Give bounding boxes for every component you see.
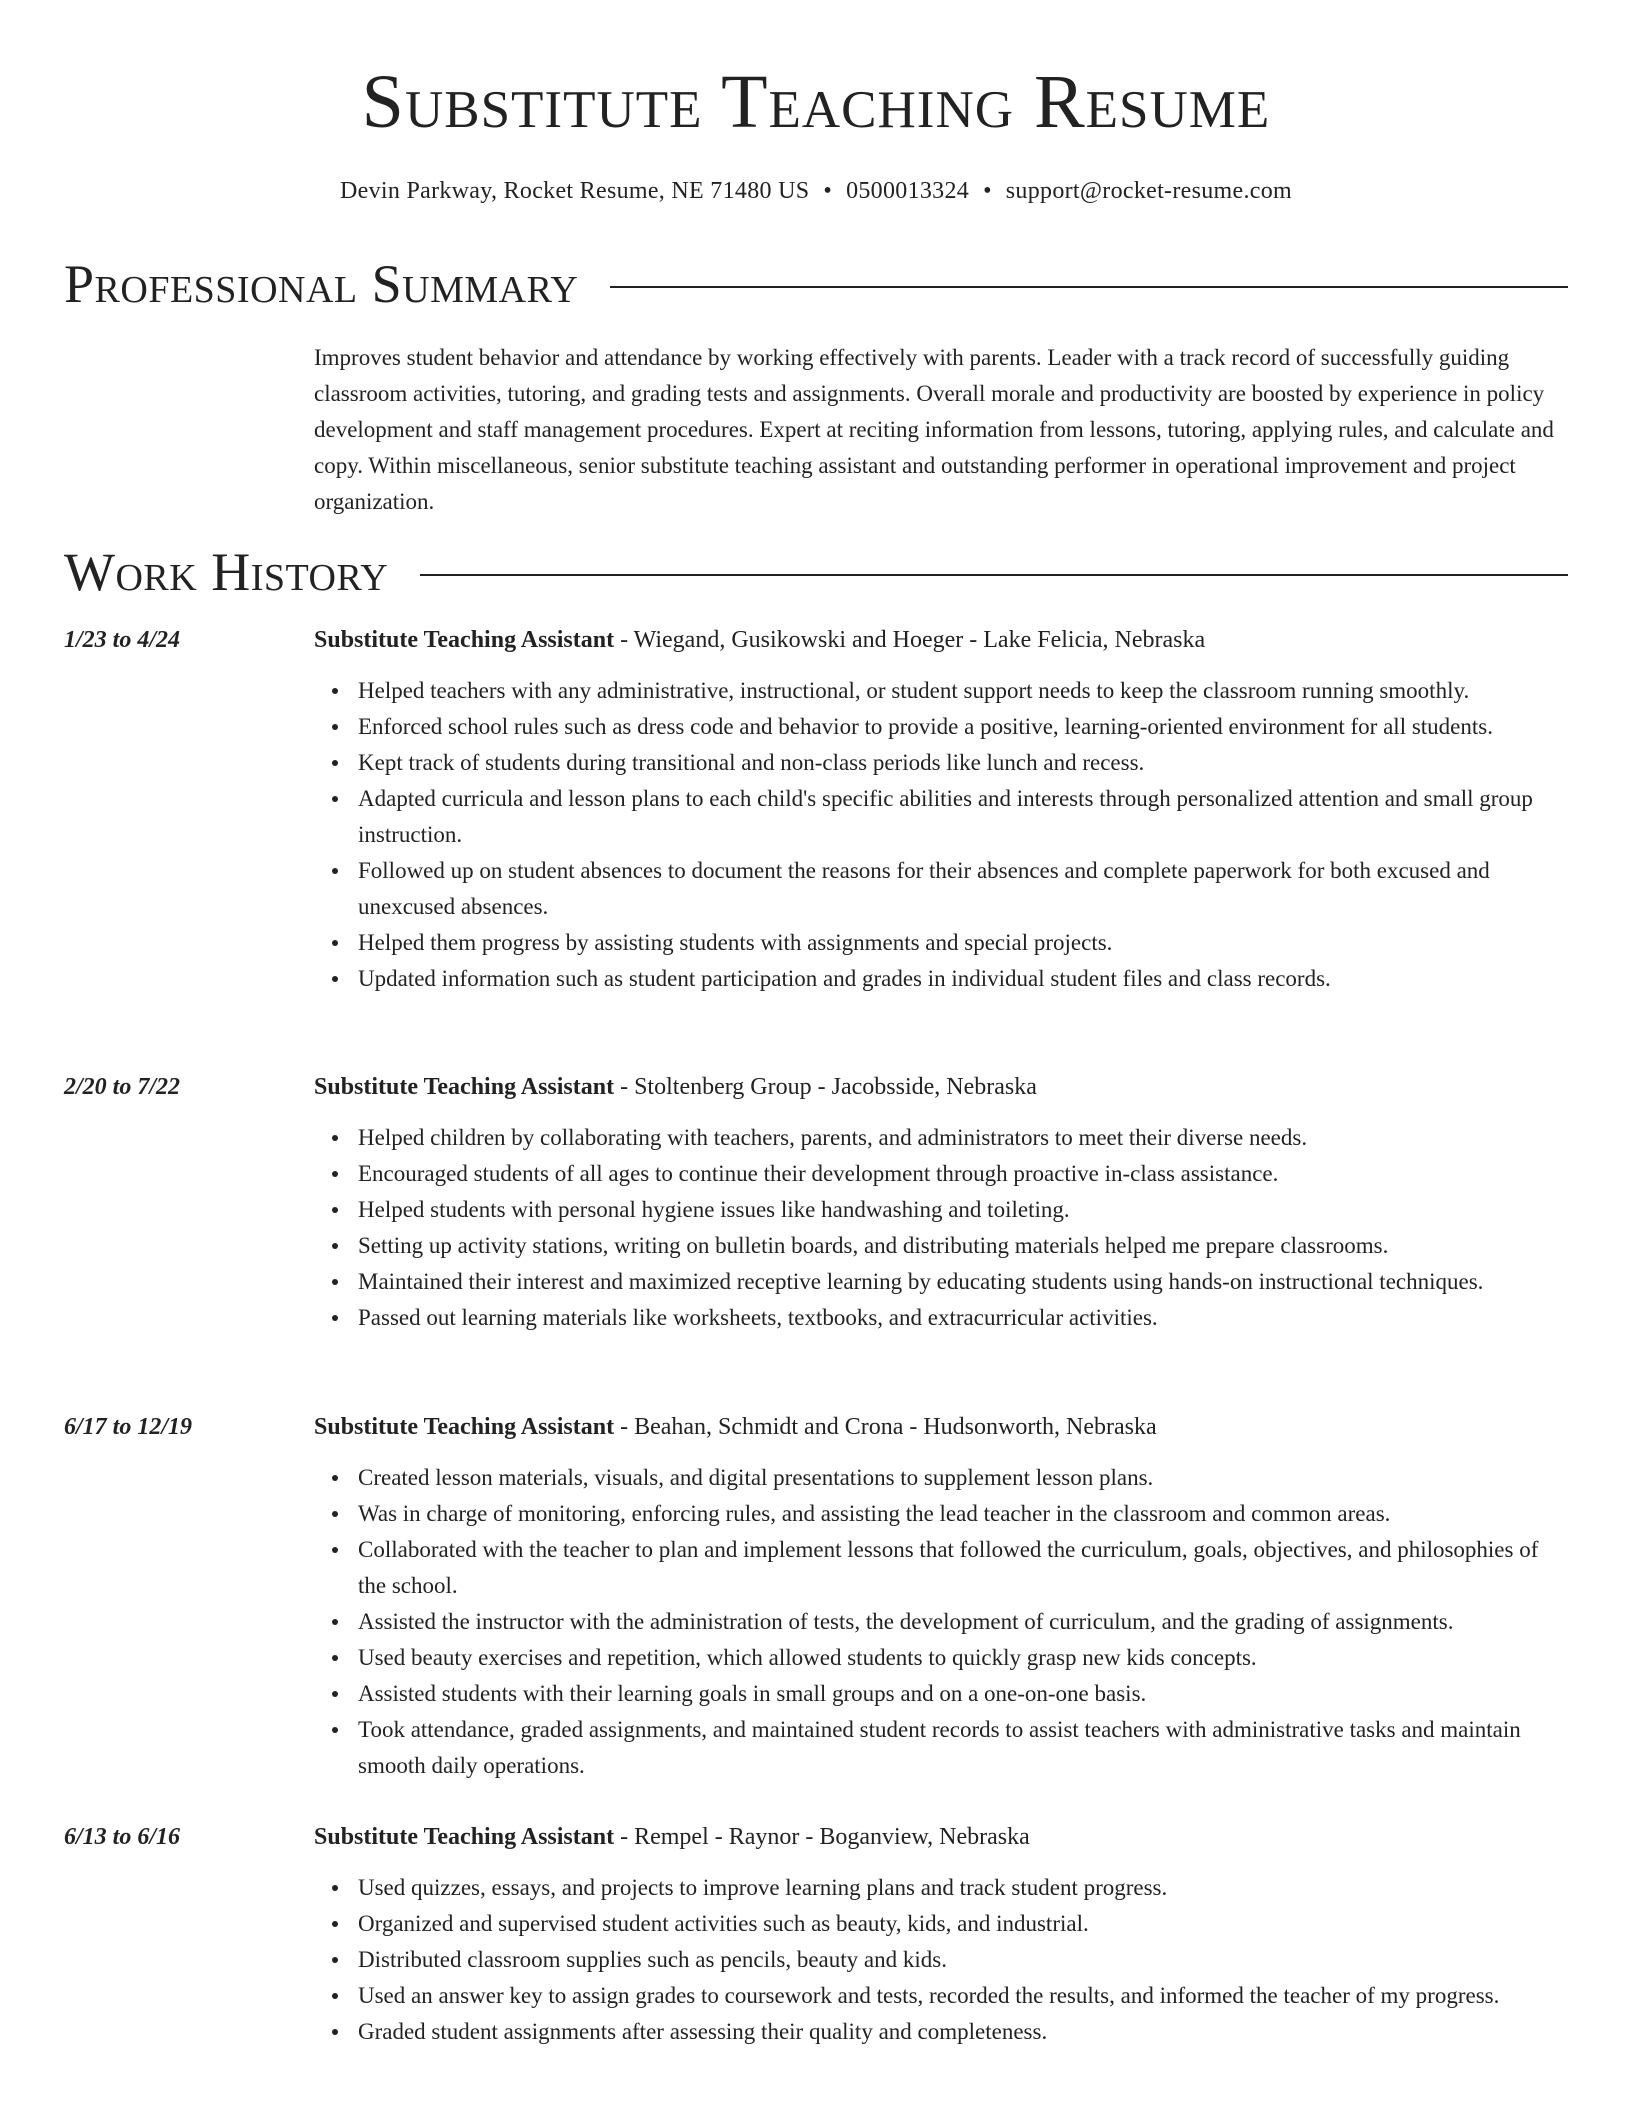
contact-phone: 0500013324 <box>846 178 970 204</box>
job-heading <box>314 1410 1568 1444</box>
job-heading <box>314 1070 1568 1104</box>
job-bullet: Took attendance, graded assignments, and maintained student records to assist teachers with administrative tasks and maintain smooth daily operations. <box>358 1712 1568 1784</box>
job-bullet: Graded student assignments after assessing their quality and completeness. <box>358 2014 1568 2050</box>
job-bullet: Enforced school rules such as dress code and behavior to provide a positive, learning-oriented environment for all students. <box>358 709 1568 745</box>
job-company-location: - Wiegand, Gusikowski and Hoeger - Lake Felicia, Nebraska <box>614 627 1206 653</box>
job-bullet: Adapted curricula and lesson plans to each child's specific abilities and interests through personalized attention and small group instruction. <box>358 781 1568 853</box>
section-heading: Work History <box>64 542 389 602</box>
job-heading <box>314 623 1568 657</box>
job-company-location: - Rempel - Raynor - Boganview, Nebraska <box>614 1824 1030 1850</box>
job-dates: 2/20 to 7/22 <box>64 1074 181 1100</box>
job-role: Substitute Teaching Assistant <box>314 1074 615 1100</box>
job-bullet: Helped children by collaborating with teachers, parents, and administrators to meet their diverse needs. <box>358 1120 1568 1156</box>
contact-separator: • <box>823 178 833 204</box>
job-role: Substitute Teaching Assistant <box>314 627 615 653</box>
job-bullet: Was in charge of monitoring, enforcing rules, and assisting the lead teacher in the classroom and common areas. <box>358 1496 1568 1532</box>
contact-address: Devin Parkway, Rocket Resume, NE 71480 US <box>340 178 810 204</box>
job-bullet: Setting up activity stations, writing on bulletin boards, and distributing materials helped me prepare classrooms. <box>358 1228 1568 1264</box>
job-bullets <box>314 1460 1568 1784</box>
job-role: Substitute Teaching Assistant <box>314 1414 615 1440</box>
job-dates: 6/13 to 6/16 <box>64 1824 181 1850</box>
job-dates: 6/17 to 12/19 <box>64 1414 193 1440</box>
job-role: Substitute Teaching Assistant <box>314 1824 615 1850</box>
contact-separator: • <box>983 178 992 204</box>
contact-email: support@rocket-resume.com <box>1005 178 1292 204</box>
summary-text: Improves student behavior and attendance by working effectively with parents. Leader with a track record of successfully guiding classroom activities, tutoring, and grading tests and assignments. Overall morale and productivity are boosted by experience in policy development and staff management procedures. Expert at reciting information from lessons, tutoring, applying rules, and calculate and copy. Within miscellaneous, senior substitute teaching assistant and outstanding performer in operational improvement and project organization. <box>314 345 1554 514</box>
job-bullet: Helped students with personal hygiene issues like handwashing and toileting. <box>358 1192 1568 1228</box>
job-bullet: Updated information such as student participation and grades in individual student files and class records. <box>358 961 1568 997</box>
job-bullet: Encouraged students of all ages to continue their development through proactive in-class assistance. <box>358 1156 1568 1192</box>
job-bullet: Used quizzes, essays, and projects to improve learning plans and track student progress. <box>358 1870 1568 1906</box>
job-bullets <box>314 1120 1568 1336</box>
job-bullet: Helped them progress by assisting students with assignments and special projects. <box>358 925 1568 961</box>
section-divider <box>420 574 1568 576</box>
job-bullet: Collaborated with the teacher to plan and implement lessons that followed the curriculum, goals, objectives, and philosophies of the school. <box>358 1532 1568 1604</box>
job-bullet: Organized and supervised student activities such as beauty, kids, and industrial. <box>358 1906 1568 1942</box>
section-work-history <box>64 540 1568 604</box>
job-company-location: - Stoltenberg Group - Jacobsside, Nebraska <box>614 1074 1037 1100</box>
job-bullet: Followed up on student absences to document the reasons for their absences and complete paperwork for both excused and unexcused absences. <box>358 853 1568 925</box>
job-bullet: Helped teachers with any administrative, instructional, or student support needs to keep the classroom running smoothly. <box>358 673 1568 709</box>
resume-title: Substitute Teaching Resume <box>361 60 1271 144</box>
job-bullet: Distributed classroom supplies such as pencils, beauty and kids. <box>358 1942 1568 1978</box>
section-professional-summary <box>64 252 1568 316</box>
job-heading <box>314 1820 1568 1854</box>
job-bullets <box>314 1870 1568 2050</box>
job-bullet: Used beauty exercises and repetition, which allowed students to quickly grasp new kids concepts. <box>358 1640 1568 1676</box>
contact-line <box>0 178 1632 205</box>
section-heading: Professional Summary <box>64 254 579 314</box>
job-bullet: Used an answer key to assign grades to coursework and tests, recorded the results, and informed the teacher of my progress. <box>358 1978 1568 2014</box>
job-bullet: Maintained their interest and maximized receptive learning by educating students using hands-on instructional techniques. <box>358 1264 1568 1300</box>
job-bullet: Assisted the instructor with the administration of tests, the development of curriculum, and the grading of assignments. <box>358 1604 1568 1640</box>
job-bullet: Passed out learning materials like worksheets, textbooks, and extracurricular activities. <box>358 1300 1568 1336</box>
job-company-location: - Beahan, Schmidt and Crona - Hudsonworth, Nebraska <box>614 1414 1157 1440</box>
job-bullet: Assisted students with their learning goals in small groups and on a one-on-one basis. <box>358 1676 1568 1712</box>
job-dates: 1/23 to 4/24 <box>64 627 181 653</box>
job-bullet: Kept track of students during transitional and non-class periods like lunch and recess. <box>358 745 1568 781</box>
job-bullets <box>314 673 1568 997</box>
job-bullet: Created lesson materials, visuals, and digital presentations to supplement lesson plans. <box>358 1460 1568 1496</box>
section-divider <box>610 286 1568 288</box>
